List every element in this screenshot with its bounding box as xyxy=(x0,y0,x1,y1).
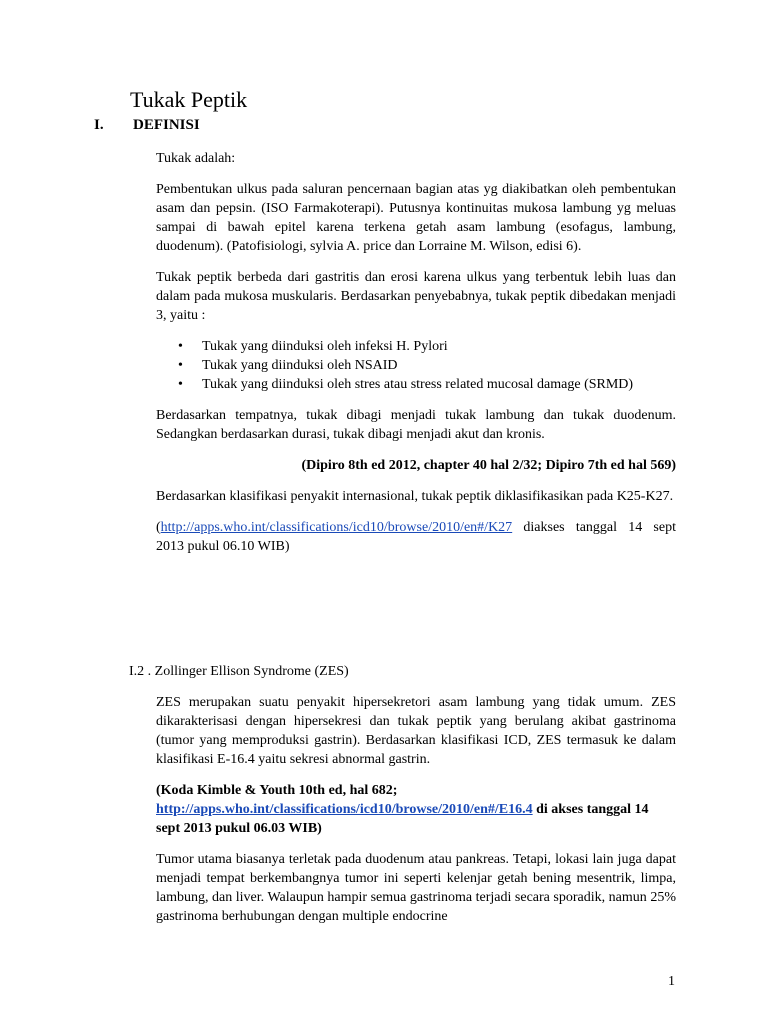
reference-open: ( xyxy=(156,520,161,535)
document-title: Tukak Peptik xyxy=(130,87,248,112)
subsection-heading: I.2 . Zollinger Ellison Syndrome (ZES) xyxy=(129,664,349,679)
paragraph: Tumor utama biasanya terletak pada duodenum atau pankreas. Tetapi, lokasi lain juga dapat menjadi tempat berkembangnya tumor ini seperti kelenjar getah bening mesentrik, limpa, lambung, dan liver. Walaupun hampir semua gastrinoma terjadi secara sporadik, namun 25% gastrinoma berhubungan dengan multiple endocrine xyxy=(156,852,676,924)
paragraph: Pembentukan ulkus pada saluran pencernaan bagian atas yg diakibatkan oleh pembentukan asam dan pepsin. (ISO Farmakoterapi). Putusnya kontinuitas mukosa lambung yg meluas sampai di bawah epitel karena terkena getah asam lambung (esofagus, lambung, duodenum). (Patofisiologi, sylvia A. price dan Lorraine M. Wilson, edisi 6). xyxy=(156,182,676,254)
list-item-text: Tukak yang diinduksi oleh stres atau stress related mucosal damage (SRMD) xyxy=(202,377,634,392)
list-item-text: Tukak yang diinduksi oleh NSAID xyxy=(202,358,398,373)
icd10-e16-link[interactable]: http://apps.who.int/classifications/icd10/browse/2010/en#/E16.4 xyxy=(156,802,533,817)
paragraph: Tukak peptik berbeda dari gastritis dan erosi karena ulkus yang terbentuk lebih luas dan dalam pada mukosa muskularis. Berdasarkan penyebabnya, tukak peptik dibedakan menjadi 3, yaitu : xyxy=(156,270,676,323)
subsection-body xyxy=(156,693,676,938)
reference xyxy=(156,518,676,556)
paragraph: ZES merupakan suatu penyakit hipersekretori asam lambung yang tidak umum. ZES dikarakterisasi dengan hipersekresi dan tukak peptik yang berulang akibat gastrinoma (tumor yang memproduksi gastrin). Berdasarkan klasifikasi ICD, ZES termasuk ke dalam klasifikasi E-16.4 yaitu sekresi abnormal gastrin. xyxy=(156,695,676,767)
list-item-text: Tukak yang diinduksi oleh infeksi H. Pylori xyxy=(202,339,448,354)
page-number: 1 xyxy=(668,974,675,989)
list-item xyxy=(156,356,676,375)
reference-text: di akses tanggal 14 sept 2013 pukul 06.03 WIB) xyxy=(156,802,649,836)
list-item xyxy=(156,375,676,394)
reference-text: diakses tanggal 14 sept 2013 pukul 06.10 WIB) xyxy=(156,520,676,554)
reference xyxy=(156,781,676,838)
section-number: I. xyxy=(94,117,104,133)
section-heading xyxy=(94,115,200,135)
reference-open: ( xyxy=(156,783,161,798)
reference-source: Koda Kimble & Youth 10th ed, hal 682; xyxy=(160,783,398,798)
cause-list xyxy=(156,337,676,394)
bullet-icon: • xyxy=(178,377,183,392)
section-body xyxy=(156,149,676,568)
bullet-icon: • xyxy=(178,339,183,354)
list-item xyxy=(156,337,676,356)
paragraph: Berdasarkan klasifikasi penyakit internasional, tukak peptik diklasifikasikan pada K25-K27. xyxy=(156,489,674,504)
section-title: DEFINISI xyxy=(133,117,200,133)
bullet-icon: • xyxy=(178,358,183,373)
paragraph: Berdasarkan tempatnya, tukak dibagi menjadi tukak lambung dan tukak duodenum. Sedangkan berdasarkan durasi, tukak dibagi menjadi akut dan kronis. xyxy=(156,408,676,442)
citation: (Dipiro 8th ed 2012, chapter 40 hal 2/32; Dipiro 7th ed hal 569) xyxy=(301,458,676,473)
intro-text: Tukak adalah: xyxy=(156,151,236,166)
icd10-k27-link[interactable]: http://apps.who.int/classifications/icd10/browse/2010/en#/K27 xyxy=(160,520,513,535)
